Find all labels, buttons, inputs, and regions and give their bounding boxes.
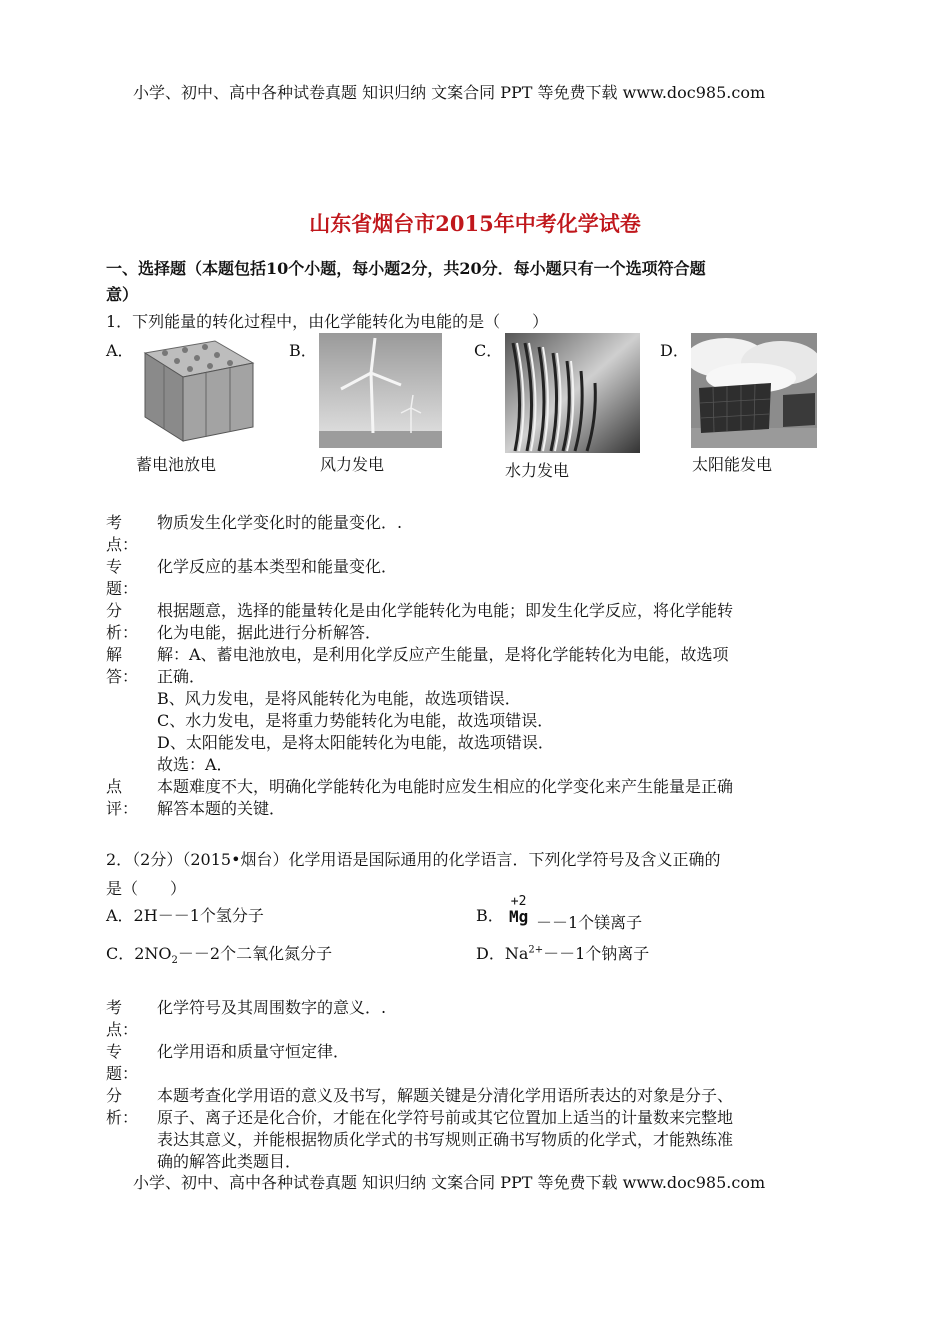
q1-jieda-line6: 故选：A． — [157, 755, 233, 774]
q2-option-b-element: Mg — [509, 907, 529, 926]
q1-option-a-caption: 蓄电池放电 — [136, 455, 217, 474]
q1-dianping-label-2: 评： — [106, 799, 139, 818]
q1-dianping-label-1: 点 — [106, 777, 123, 796]
q1-dianping-line1: 本题难度不大，明确化学能转化为电能时应发生相应的化学变化来产生能量是正确 — [157, 777, 734, 796]
q1-jieda-line4: C、水力发电，是将重力势能转化为电能，故选项错误． — [157, 711, 554, 730]
q2-zhuanti: 化学用语和质量守恒定律． — [157, 1042, 350, 1061]
q1-option-b-letter: B． — [289, 341, 317, 360]
q1-zhuanti-label-2: 题： — [106, 579, 139, 598]
q2-option-c-text: －－2个二氧化氮分子 — [177, 944, 333, 963]
q2-zhuanti-label-1: 专 — [106, 1042, 123, 1061]
q1-jieda-line2: 正确． — [157, 667, 206, 686]
solar-panels-image — [691, 333, 817, 448]
q1-kaodian: 物质发生化学变化时的能量变化．. — [157, 513, 403, 532]
q2-stem-line1: 2．（2分）（2015•烟台）化学用语是国际通用的化学语言．下列化学符号及含义正确的 — [106, 850, 721, 869]
q2-option-a: A．2H－－1个氢分子 — [106, 906, 264, 925]
q2-option-d-formula: D．Na — [476, 944, 529, 963]
q1-option-d-caption: 太阳能发电 — [692, 455, 773, 474]
q1-kaodian-label-1: 考 — [106, 513, 123, 532]
q2-zhuanti-label-2: 题： — [106, 1064, 139, 1083]
q1-dianping-line2: 解答本题的关键． — [157, 799, 286, 818]
q2-fenxi-line2: 原子、离子还是化合价，才能在化学符号前或其它位置加上适当的计量数来完整地 — [157, 1108, 734, 1127]
q1-zhuanti: 化学反应的基本类型和能量变化． — [157, 557, 398, 576]
q2-stem-line2: 是（ ） — [106, 879, 187, 898]
q2-option-b-text: －－1个镁离子 — [536, 913, 643, 932]
q2-option-d-text: －－1个钠离子 — [543, 944, 650, 963]
q1-jieda-label-2: 答： — [106, 667, 139, 686]
q1-fenxi-line2: 化为电能，据此进行分析解答． — [157, 623, 382, 642]
q2-fenxi-line3: 表达其意义，并能根据物质化学式的书写规则正确书写物质的化学式，才能熟练准 — [157, 1130, 734, 1149]
q1-jieda-label-1: 解 — [106, 645, 123, 664]
q2-option-d — [476, 941, 649, 964]
q2-kaodian-label-2: 点： — [106, 1020, 139, 1039]
q2-option-b-symbol — [509, 895, 528, 925]
q2-option-c-subscript: 2 — [171, 955, 178, 967]
q2-fenxi-label-1: 分 — [106, 1086, 123, 1105]
q1-fenxi-line1: 根据题意，选择的能量转化是由化学能转化为电能；即发生化学反应，将化学能转 — [157, 601, 734, 620]
q2-fenxi-label-2: 析： — [106, 1108, 139, 1127]
q1-kaodian-label-2: 点： — [106, 535, 139, 554]
q2-option-b-valence: +2 — [510, 894, 527, 909]
q1-jieda-line5: D、太阳能发电，是将太阳能转化为电能，故选项错误． — [157, 733, 554, 752]
q1-fenxi-label-2: 析： — [106, 623, 139, 642]
q2-option-b-letter: B． — [476, 906, 504, 925]
q2-option-c-formula: C．2NO — [106, 944, 172, 963]
q1-option-a-letter: A． — [106, 341, 134, 360]
q1-option-c-letter: C． — [474, 341, 503, 360]
q1-stem: 1．下列能量的转化过程中，由化学能转化为电能的是（ ） — [106, 312, 549, 331]
q2-kaodian: 化学符号及其周围数字的意义．. — [157, 998, 387, 1017]
battery-pack-image — [135, 333, 259, 448]
q1-jieda-line3: B、风力发电，是将风能转化为电能，故选项错误． — [157, 689, 521, 708]
q2-fenxi-line4: 确的解答此类题目． — [157, 1152, 302, 1171]
q2-option-c — [106, 941, 332, 966]
q1-jieda-line1: 解：A、蓄电池放电，是利用化学反应产生能量，是将化学能转化为电能，故选项 — [157, 645, 729, 664]
q1-fenxi-label-1: 分 — [106, 601, 123, 620]
water-turbine-image — [505, 333, 640, 453]
q2-option-d-superscript: 2+ — [528, 944, 544, 956]
q1-option-b-caption: 风力发电 — [320, 455, 385, 474]
q2-fenxi-line1: 本题考查化学用语的意义及书写，解题关键是分清化学用语所表达的对象是分子、 — [157, 1086, 734, 1105]
q1-option-d-letter: D． — [660, 341, 689, 360]
q1-zhuanti-label-1: 专 — [106, 557, 123, 576]
q2-kaodian-label-1: 考 — [106, 998, 123, 1017]
section-heading: 一、选择题（本题包括10个小题，每小题2分，共20分．每小题只有一个选项符合题 — [106, 259, 706, 278]
page-footer: 小学、初中、高中各种试卷真题 知识归纳 文案合同 PPT 等免费下载 www.doc985.com — [133, 1173, 766, 1192]
page-title: 山东省烟台市2015年中考化学试卷 — [309, 211, 641, 236]
q1-option-c-caption: 水力发电 — [505, 461, 570, 480]
page-header: 小学、初中、高中各种试卷真题 知识归纳 文案合同 PPT 等免费下载 www.doc985.com — [133, 83, 766, 102]
wind-turbines-image — [319, 333, 442, 448]
section-heading-cont: 意） — [106, 285, 139, 304]
